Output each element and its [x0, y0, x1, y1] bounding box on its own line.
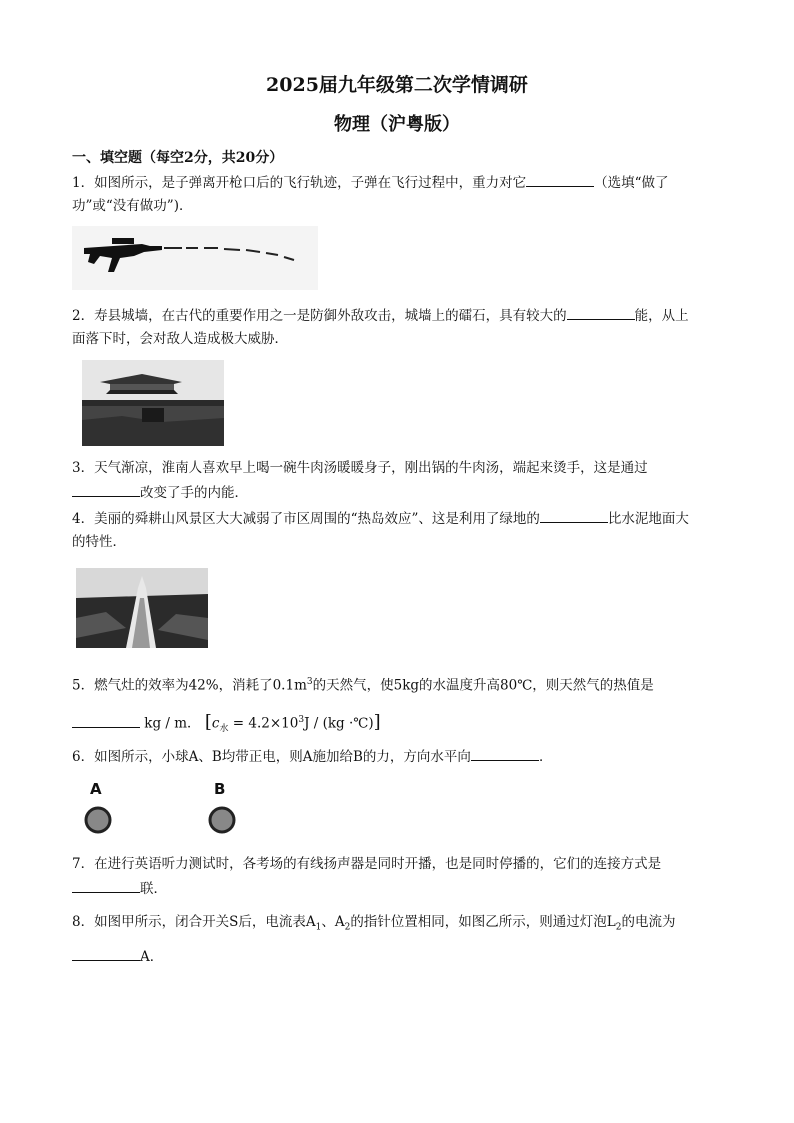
answer-blank[interactable] [567, 305, 635, 320]
question-5-line-2: kg / m． [$c_水 = 4.2\times 10^3J / (kg$ ·℃)] [72, 710, 381, 739]
question-1-line-1: 1．如图所示，是子弹离开枪口后的飞行轨迹，子弹在飞行过程中，重力对它 （选填“做了 [72, 172, 669, 193]
page-subtitle: 物理（沪粤版） [334, 114, 460, 135]
question-5-line-1: 5．燃气灶的效率为42%，消耗了$0.1m^3$的天然气，使5kg的水温度升高80℃，则天然气的热值是 [72, 677, 654, 694]
answer-blank[interactable] [540, 508, 608, 523]
charged-balls-figure [76, 778, 246, 840]
question-2-line-1: 2．寿县城墙，在古代的重要作用之一是防御外敌攻击，城墙上的礌石，具有较大的 能，从上 [72, 305, 689, 326]
answer-blank[interactable] [526, 172, 594, 187]
ball-b-label: B [214, 780, 226, 798]
answer-blank[interactable] [72, 946, 140, 961]
answer-blank[interactable] [72, 713, 140, 728]
answer-blank[interactable] [471, 746, 539, 761]
answer-blank[interactable] [72, 878, 140, 893]
question-7-line-1: 7．在进行英语听力测试时，各考场的有线扬声器是同时开播，也是同时停播的，它们的连接方式是 [72, 856, 662, 872]
page-title: 2025届九年级第二次学情调研 [266, 74, 528, 96]
question-3-line-2: 改变了手的内能． [72, 482, 248, 503]
scenic-area-photo [76, 568, 208, 648]
question-3-line-1: 3．天气渐凉，淮南人喜欢早上喝一碗牛肉汤暖暖身子，刚出锅的牛肉汤，端起来烫手，这是通过 [72, 460, 648, 476]
city-wall-photo [82, 360, 224, 446]
answer-blank[interactable] [72, 482, 140, 497]
gun-trajectory-figure [72, 226, 318, 290]
question-4-line-1: 4．美丽的舜耕山风景区大大减弱了市区周围的“热岛效应”、这是利用了绿地的 比水泥地面大 [72, 508, 689, 529]
question-4-line-2: 的特性． [72, 534, 126, 550]
question-2-line-2: 面落下时，会对敌人造成极大威胁． [72, 331, 288, 347]
section-heading: 一、填空题（每空2分，共20分） [72, 150, 284, 166]
question-8-line-2: A． [72, 946, 163, 967]
question-1-line-2: 功”或“没有做功”)． [72, 198, 193, 214]
question-6-line-1: 6．如图所示，小球A、B均带正电，则A施加给B的力，方向水平向 ． [72, 746, 552, 767]
question-7-line-2: 联． [72, 878, 167, 899]
ball-a-label: A [90, 780, 102, 798]
question-8-line-1: 8．如图甲所示，闭合开关S后，电流表$A_1$、$A_2$的指针位置相同，如图乙所示，则通过灯泡$L_2$的电流为 [72, 914, 676, 933]
